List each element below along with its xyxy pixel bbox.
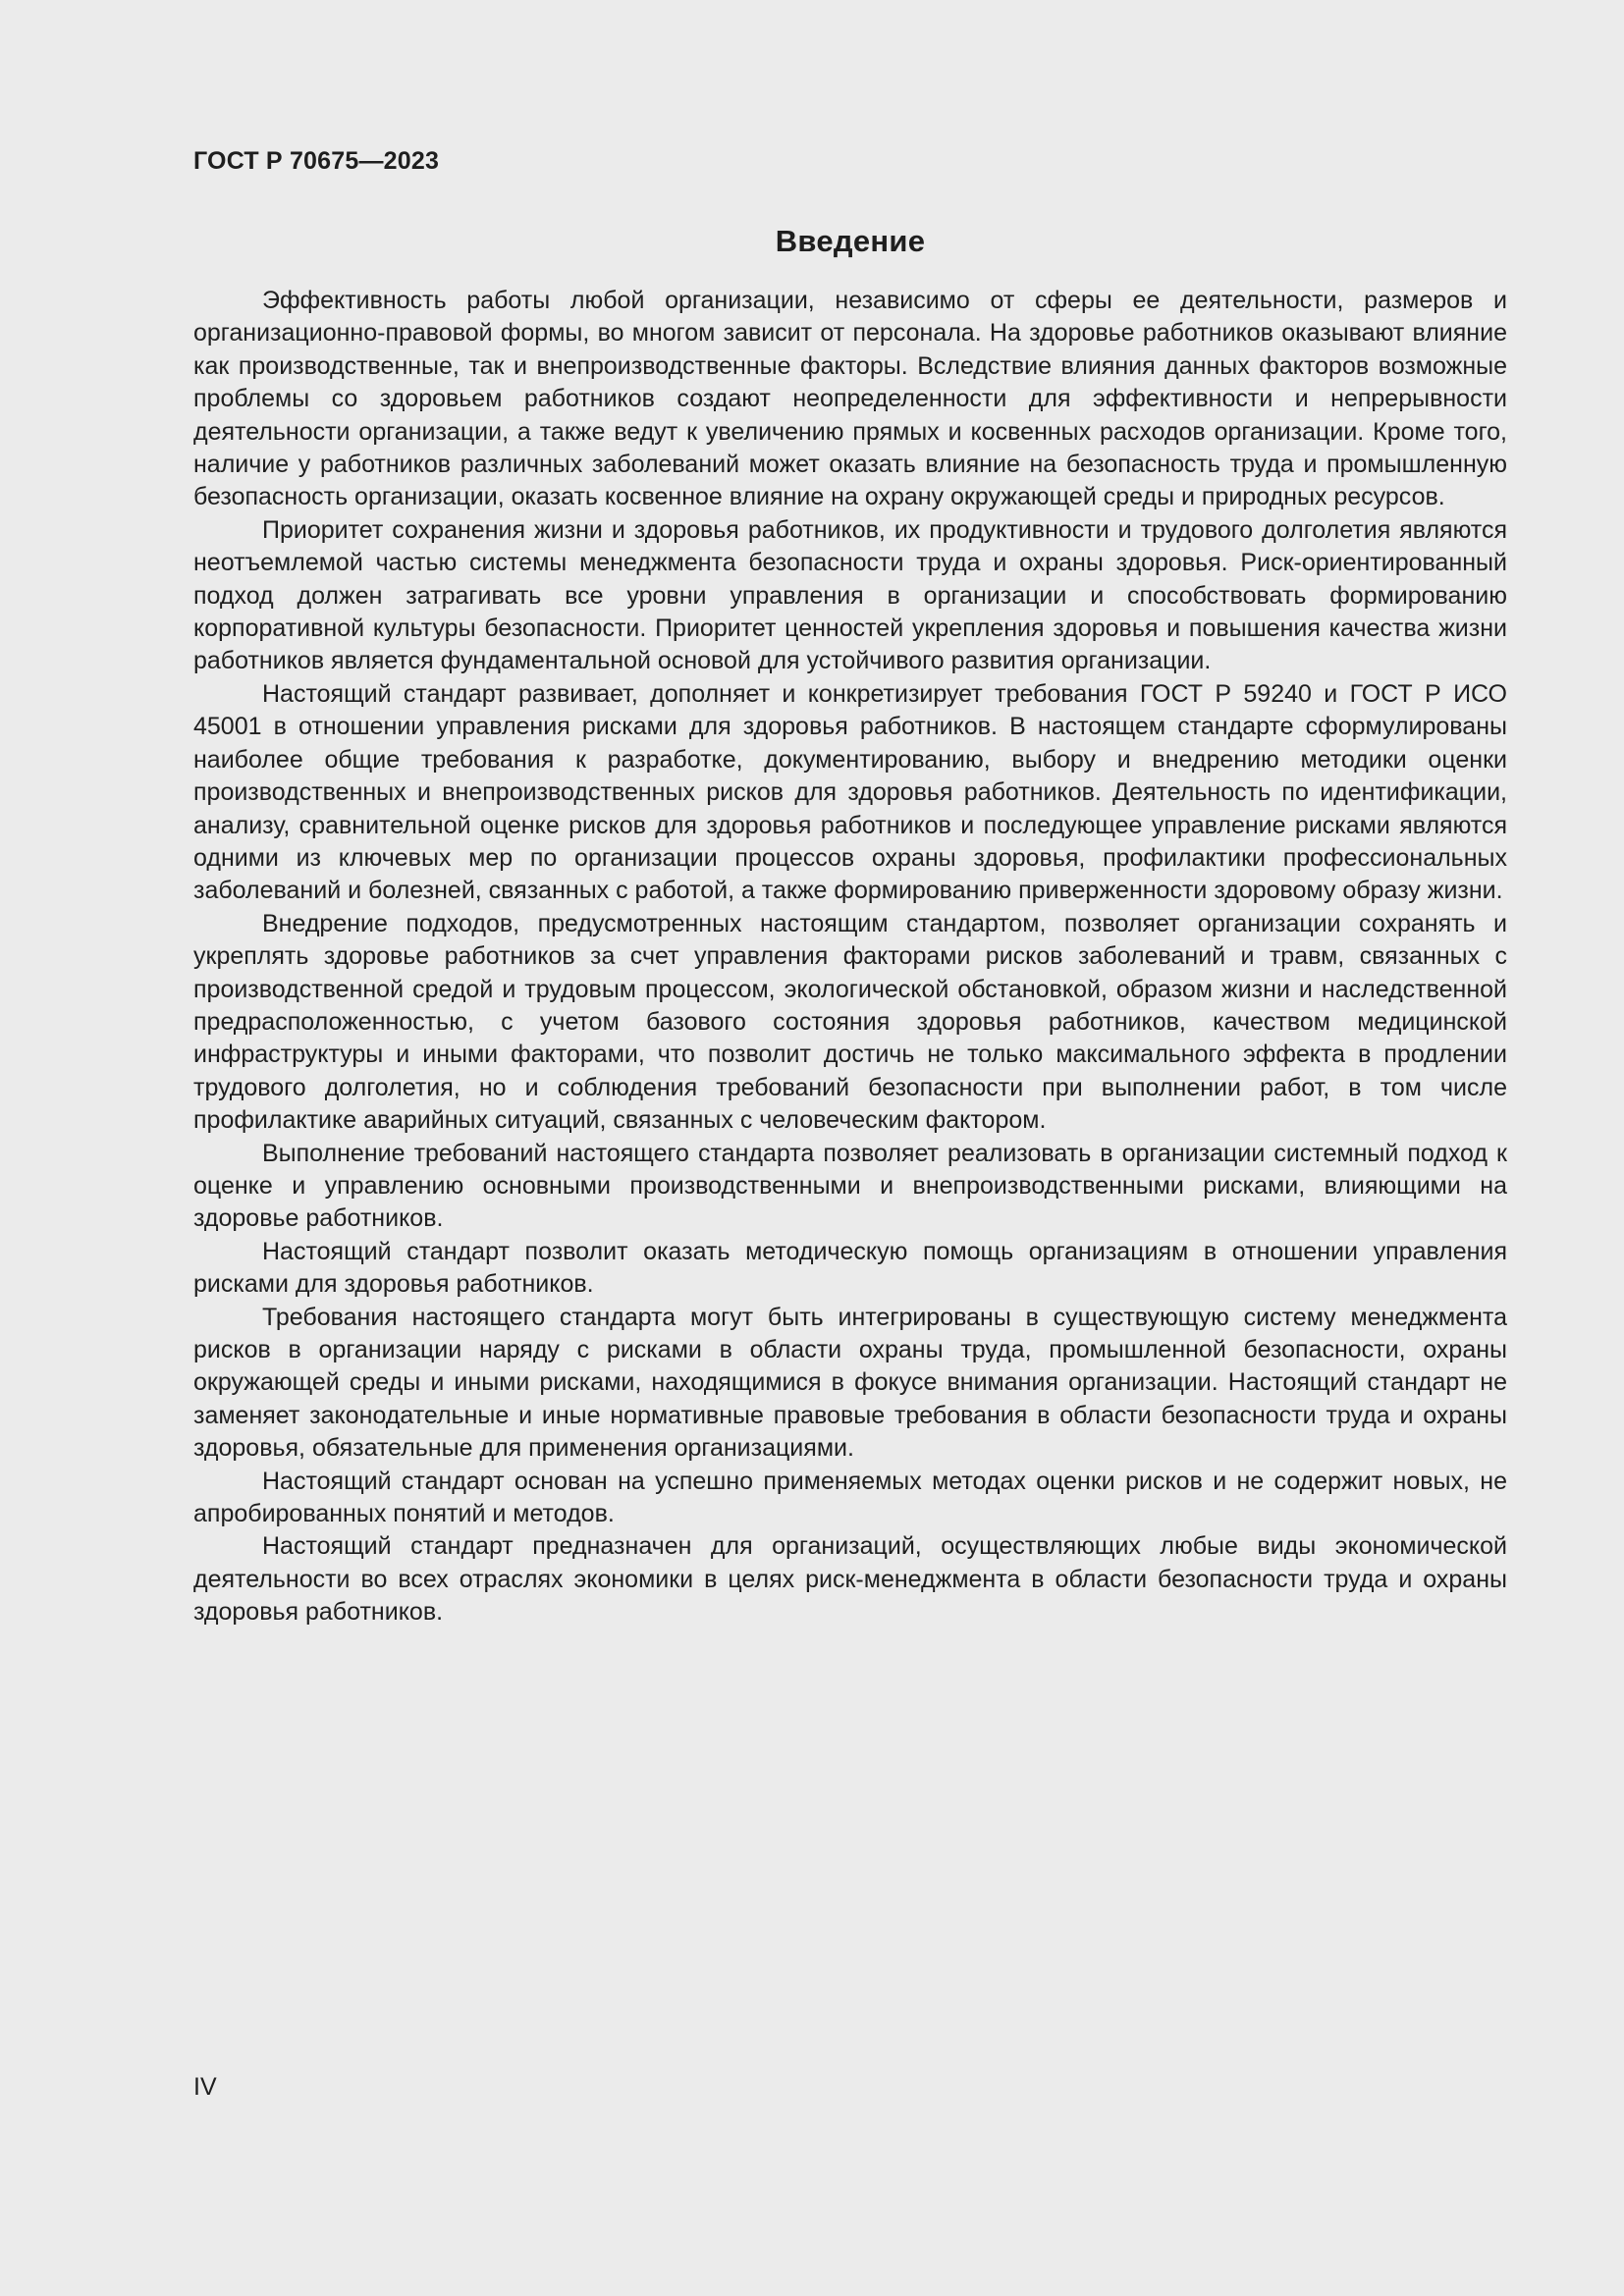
paragraph: Настоящий стандарт позволит оказать методическую помощь организациям в отношении управления рисками для здоровья работников. <box>193 1237 1507 1299</box>
page-number: IV <box>193 2073 217 2101</box>
paragraph: Настоящий стандарт развивает, дополняет и конкретизирует требования ГОСТ Р 59240 и ГОСТ Р ИСО 45001 в отношении управления рисками для здоровья работников. В настоящем стандарте сформулированы наиболее общие требования к разработке, документированию, выбору и внедрению методики оценки производственных и внепроизводственных рисков для здоровья работников. Деятельность по идентификации, анализу, сравнительной оценке рисков для здоровья работников и последующее управление рисками являются одними из ключевых мер по организации процессов охраны здоровья, профилактики профессиональных заболеваний и болезней, связанных с работой, а также формированию приверженности здоровому образу жизни. <box>193 679 1507 905</box>
paragraph: Приоритет сохранения жизни и здоровья работников, их продуктивности и трудового долголетия являются неотъемлемой частью системы менеджмента безопасности труда и охраны здоровья. Риск-ориентированный подход должен затрагивать все уровни управления в организации и способствовать формированию корпоративной культуры безопасности. Приоритет ценностей укрепления здоровья и повышения качества жизни работников является фундаментальной основой для устойчивого развития организации. <box>193 515 1507 675</box>
section-body <box>193 285 1507 1629</box>
paragraph: Настоящий стандарт предназначен для организаций, осуществляющих любые виды экономической деятельности во всех отраслях экономики в целях риск-менеджмента в области безопасности труда и охраны здоровья работников. <box>193 1532 1507 1627</box>
paragraph: Внедрение подходов, предусмотренных настоящим стандартом, позволяет организации сохранять и укреплять здоровье работников за счет управления факторами рисков заболеваний и травм, связанных с производственной средой и трудовым процессом, экологической обстановкой, образом жизни и наследственной предрасположенностью, с учетом базового состояния здоровья работников, качеством медицинской инфраструктуры и иными факторами, что позволит достичь не только максимального эффекта в продлении трудового долголетия, но и соблюдения требований безопасности при выполнении работ, в том числе профилактике аварийных ситуаций, связанных с человеческим фактором. <box>193 909 1507 1135</box>
paragraph: Настоящий стандарт основан на успешно применяемых методах оценки рисков и не содержит новых, не апробированных понятий и методов. <box>193 1467 1507 1528</box>
section-title: Введение <box>775 224 926 258</box>
paragraph: Выполнение требований настоящего стандарта позволяет реализовать в организации системный подход к оценке и управлению основными производственными и внепроизводственными рисками, влияющими на здоровье работников. <box>193 1139 1507 1233</box>
paragraph: Требования настоящего стандарта могут быть интегрированы в существующую систему менеджмента рисков в организации наряду с рисками в области охраны труда, промышленной безопасности, охраны окружающей среды и иными рисками, находящимися в фокусе внимания организации. Настоящий стандарт не заменяет законодательные и иные нормативные правовые требования в области безопасности труда и охраны здоровья, обязательные для применения организациями. <box>193 1303 1507 1463</box>
paragraph: Эффективность работы любой организации, независимо от сферы ее деятельности, размеров и организационно-правовой формы, во многом зависит от персонала. На здоровье работников оказывают влияние как производственные, так и внепроизводственные факторы. Вследствие влияния данных факторов возможные проблемы со здоровьем работников создают неопределенности для эффективности и непрерывности деятельности организации, а также ведут к увеличению прямых и косвенных расходов организации. Кроме того, наличие у работников различных заболеваний может оказать влияние на безопасность труда и промышленную безопасность организации, оказать косвенное влияние на охрану окружающей среды и природных ресурсов. <box>193 287 1507 511</box>
document-code: ГОСТ Р 70675—2023 <box>193 147 440 175</box>
